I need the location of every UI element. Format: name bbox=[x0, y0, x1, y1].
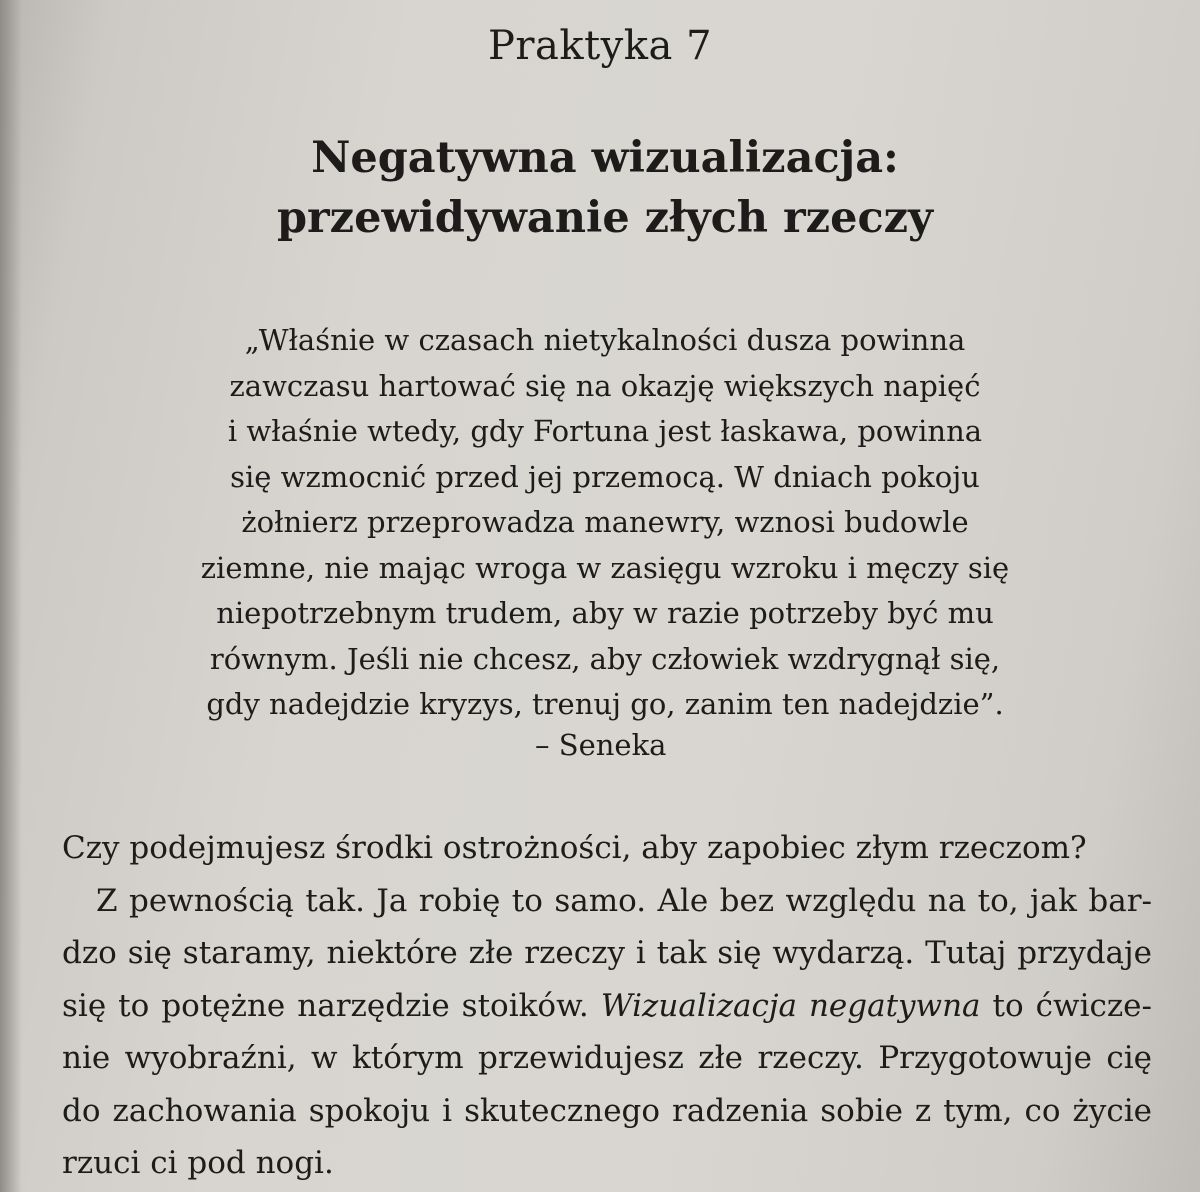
quote-line: „Właśnie w czasach nietykalności dusza powinna bbox=[244, 323, 966, 357]
emphasized-term: Wizualizacja negatywna bbox=[600, 987, 981, 1024]
quote-line: równym. Jeśli nie chcesz, aby człowiek wzdrygnął się, bbox=[209, 641, 1001, 676]
body-line bbox=[62, 980, 1152, 1033]
body-text-segment: się to potężne narzędzie stoików. bbox=[62, 987, 601, 1024]
epigraph-quote bbox=[0, 318, 1200, 728]
body-line: Z pewnością tak. Ja robię to samo. Ale bez względu na to, jak bar- bbox=[96, 882, 1152, 919]
body-line: do zachowania spokoju i skutecznego radzenia sobie z tym, co życie bbox=[62, 1092, 1152, 1129]
quote-line: się wzmocnić przed jej przemocą. W dniach pokoju bbox=[230, 459, 980, 494]
chapter-label: Praktyka 7 bbox=[487, 23, 713, 69]
quote-line: i właśnie wtedy, gdy Fortuna jest łaskawa, powinna bbox=[227, 414, 983, 448]
body-text-segment: to ćwicze- bbox=[980, 987, 1153, 1024]
body-line: Czy podejmujesz środki ostrożności, aby zapobiec złym rzeczom? bbox=[62, 830, 1087, 866]
body-line: nie wyobraźni, w którym przewidujesz złe rzeczy. Przygotowuje cię bbox=[62, 1040, 1152, 1076]
title-line-2: przewidywanie złych rzeczy bbox=[276, 193, 934, 243]
quote-line: gdy nadejdzie kryzys, trenuj go, zanim ten nadejdzie”. bbox=[206, 687, 1004, 721]
title-line-1: Negatywna wizualizacja: bbox=[311, 133, 899, 183]
body-paragraph bbox=[62, 822, 1162, 1190]
chapter-title bbox=[0, 128, 1200, 248]
quote-author: – Seneka bbox=[535, 728, 667, 762]
body-line: dzo się staramy, niektóre złe rzeczy i tak się wydarzą. Tutaj przydaje bbox=[62, 935, 1152, 971]
quote-line: niepotrzebnym trudem, aby w razie potrzeby być mu bbox=[216, 596, 994, 630]
quote-line: ziemne, nie mając wroga w zasięgu wzroku i męczy się bbox=[200, 550, 1010, 585]
quote-line: żołnierz przeprowadza manewry, wznosi budowle bbox=[241, 505, 969, 539]
quote-line: zawczasu hartować się na okazję większych napięć bbox=[229, 368, 981, 403]
body-line: rzuci ci pod nogi. bbox=[62, 1145, 334, 1181]
